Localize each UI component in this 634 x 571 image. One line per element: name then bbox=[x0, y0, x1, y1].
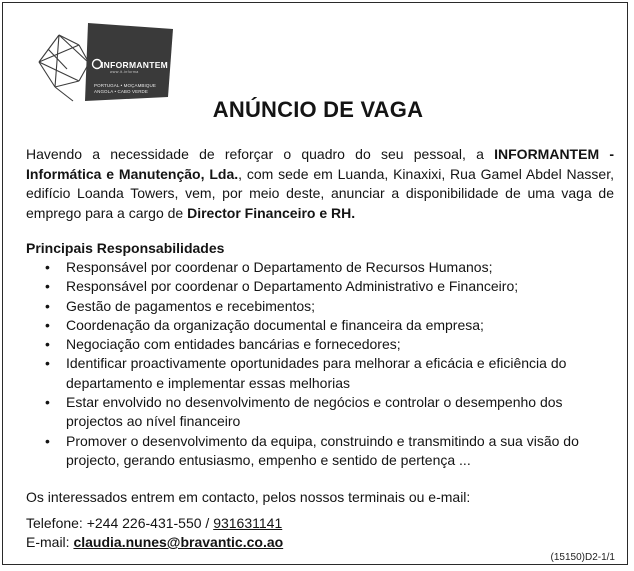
reference-code: (15150)D2-1/1 bbox=[550, 552, 615, 563]
list-item-text: Negociação com entidades bancárias e fornecedores; bbox=[66, 336, 401, 353]
list-item bbox=[26, 393, 616, 432]
contact-intro: Os interessados entrem em contacto, pelos nossos terminais ou e-mail: bbox=[26, 489, 471, 505]
ad-frame bbox=[2, 2, 628, 565]
company-logo bbox=[33, 17, 193, 107]
intro-text-1: Havendo a necessidade de reforçar o quadro do seu pessoal, a bbox=[26, 146, 495, 162]
logo-name: INFORMANTEM bbox=[101, 60, 169, 70]
bullet-icon: • bbox=[45, 259, 50, 275]
list-item-text: Responsável por coordenar o Departamento de Recursos Humanos; bbox=[66, 259, 493, 275]
list-item-text: Coordenação da organização documental e financeira da empresa; bbox=[66, 316, 484, 333]
phone-link[interactable]: 931631141 bbox=[213, 515, 283, 531]
phone-line bbox=[26, 514, 282, 533]
list-item bbox=[26, 316, 616, 335]
responsibilities-list bbox=[26, 258, 616, 470]
bullet-icon: • bbox=[45, 297, 50, 314]
list-item bbox=[26, 335, 616, 354]
bullet-icon: • bbox=[45, 432, 50, 449]
bullet-icon: • bbox=[45, 316, 50, 333]
list-item bbox=[26, 297, 616, 316]
intro-text-2: , com sede em Luanda, Kinaxixi, Rua Gamel Abdel Nasser, edifício Loanda Towers, vem, por meio deste, anunciar a disponibilidade de uma vaga de emprego para a cargo de bbox=[26, 165, 614, 221]
job-position: Director Financeiro e RH. bbox=[187, 204, 356, 221]
bullet-icon: • bbox=[45, 278, 50, 295]
bullet-icon: • bbox=[45, 394, 50, 411]
email-link[interactable]: claudia.nunes@bravantic.co.ao bbox=[73, 534, 284, 550]
list-item bbox=[26, 277, 616, 296]
logo-tagline: www.it-informa bbox=[110, 70, 139, 74]
email-line bbox=[26, 533, 283, 552]
ad-title: ANÚNCIO DE VAGA bbox=[212, 97, 424, 122]
phone-label: Telefone: +244 226-431-550 / bbox=[26, 515, 214, 531]
responsibilities-heading: Principais Responsabilidades bbox=[26, 240, 225, 256]
intro-paragraph bbox=[26, 145, 614, 223]
list-item-text: Gestão de pagamentos e recebimentos; bbox=[66, 297, 316, 314]
email-label: E-mail: bbox=[26, 534, 74, 550]
logo-locations-line1: PORTUGAL • MOÇAMBIQUE bbox=[94, 83, 156, 88]
list-item-text: Identificar proactivamente oportunidades para melhorar a eficácia e eficiência do departamento e implementar essas melhorias bbox=[66, 355, 567, 391]
logo-locations-line2: ANGOLA • CABO VERDE bbox=[94, 89, 148, 94]
list-item-text: Responsável por coordenar o Departamento Administrativo e Financeiro; bbox=[66, 278, 519, 295]
list-item bbox=[26, 354, 616, 393]
list-item-text: Estar envolvido no desenvolvimento de negócios e controlar o desempenho dos projectos ao nível financeiro bbox=[66, 394, 563, 430]
list-item-text: Promover o desenvolvimento da equipa, construindo e transmitindo a sua visão do projecto, gerando entusiasmo, empenho e sentido de pertença ... bbox=[66, 432, 579, 468]
list-item bbox=[26, 432, 616, 471]
bullet-icon: • bbox=[45, 355, 50, 372]
bullet-icon: • bbox=[45, 336, 50, 353]
company-name: INFORMANTEM - Informática e Manutenção, Lda. bbox=[26, 146, 614, 182]
list-item bbox=[26, 258, 616, 277]
